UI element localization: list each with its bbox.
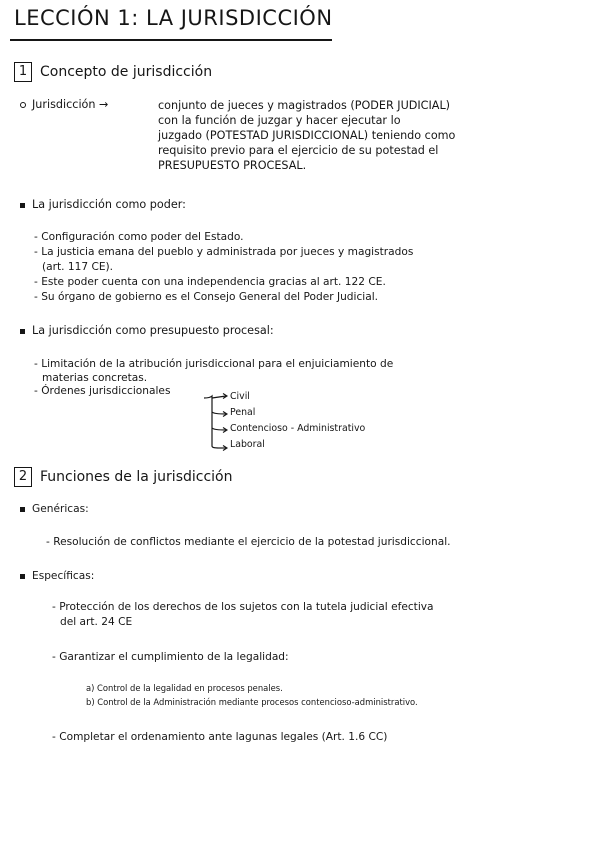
orden-item: Laboral bbox=[230, 439, 265, 450]
especificas-sublist bbox=[86, 682, 418, 709]
section-1-heading bbox=[14, 62, 212, 82]
definition-line: juzgado (POTESTAD JURISDICCIONAL) teniendo como bbox=[158, 129, 456, 142]
ordenes-list bbox=[230, 389, 365, 453]
list-item: (art. 117 CE). bbox=[42, 261, 114, 273]
especificas-item-2: - Garantizar el cumplimiento de la legalidad: bbox=[52, 651, 289, 663]
list-item: - Este poder cuenta con una independencia gracias al art. 122 CE. bbox=[34, 276, 386, 288]
orden-item: Penal bbox=[230, 407, 256, 418]
list-item: - Su órgano de gobierno es el Consejo General del Poder Judicial. bbox=[34, 291, 379, 303]
square-bullet-icon bbox=[20, 574, 25, 579]
orden-item: Civil bbox=[230, 391, 250, 402]
page-title: LECCIÓN 1: LA JURISDICCIÓN bbox=[14, 6, 333, 30]
genericas-heading bbox=[20, 503, 89, 515]
list-item: - Protección de los derechos de los sujetos con la tutela judicial efectiva bbox=[52, 601, 434, 613]
list-item: - Configuración como poder del Estado. bbox=[34, 231, 244, 243]
especificas-heading bbox=[20, 570, 94, 582]
square-bullet-icon bbox=[20, 329, 25, 334]
genericas-item: - Resolución de conflictos mediante el ejercicio de la potestad jurisdiccional. bbox=[46, 536, 451, 548]
section-2-title: Funciones de la jurisdicción bbox=[40, 469, 233, 485]
definition-line: requisito previo para el ejercicio de su potestad el bbox=[158, 144, 439, 157]
section-1-title: Concepto de jurisdicción bbox=[40, 64, 213, 80]
especificas-item-3: - Completar el ordenamiento ante lagunas legales (Art. 1.6 CC) bbox=[52, 731, 388, 743]
title-underline bbox=[10, 39, 332, 41]
definition-text bbox=[158, 98, 455, 173]
list-item: materias concretas. bbox=[42, 371, 148, 384]
sub-item: a) Control de la legalidad en procesos penales. bbox=[86, 683, 283, 693]
list-item: del art. 24 CE bbox=[60, 616, 133, 628]
sub-item: b) Control de la Administración mediante procesos contencioso-administrativo. bbox=[86, 696, 418, 707]
square-bullet-icon bbox=[20, 507, 25, 512]
section-2-heading bbox=[14, 467, 233, 487]
section-1-number: 1 bbox=[14, 62, 32, 82]
poder-list bbox=[34, 230, 413, 305]
definition-line: PRESUPUESTO PROCESAL. bbox=[158, 159, 307, 172]
definition-term bbox=[20, 98, 108, 111]
poder-heading bbox=[20, 198, 186, 211]
list-item: - Órdenes jurisdiccionales bbox=[34, 385, 171, 397]
list-item: - La justicia emana del pueblo y administrada por jueces y magistrados bbox=[34, 246, 414, 258]
especificas-item-1 bbox=[52, 600, 434, 630]
definition-line: con la función de juzgar y hacer ejecutar lo bbox=[158, 114, 401, 127]
orden-item: Contencioso - Administrativo bbox=[230, 423, 366, 434]
poder-heading-text: La jurisdicción como poder: bbox=[32, 198, 186, 211]
definition-line: conjunto de jueces y magistrados (PODER JUDICIAL) bbox=[158, 99, 451, 112]
square-bullet-icon bbox=[20, 203, 25, 208]
especificas-heading-text: Específicas: bbox=[32, 570, 95, 582]
circle-bullet-icon bbox=[20, 102, 26, 108]
definition-term-text: Jurisdicción → bbox=[32, 98, 109, 111]
section-2-number: 2 bbox=[14, 467, 32, 487]
presupuesto-heading-text: La jurisdicción como presupuesto procesal: bbox=[32, 324, 274, 337]
list-item: - Limitación de la atribución jurisdiccional para el enjuiciamiento de bbox=[34, 358, 394, 370]
presupuesto-heading bbox=[20, 324, 274, 337]
genericas-heading-text: Genéricas: bbox=[32, 503, 89, 515]
